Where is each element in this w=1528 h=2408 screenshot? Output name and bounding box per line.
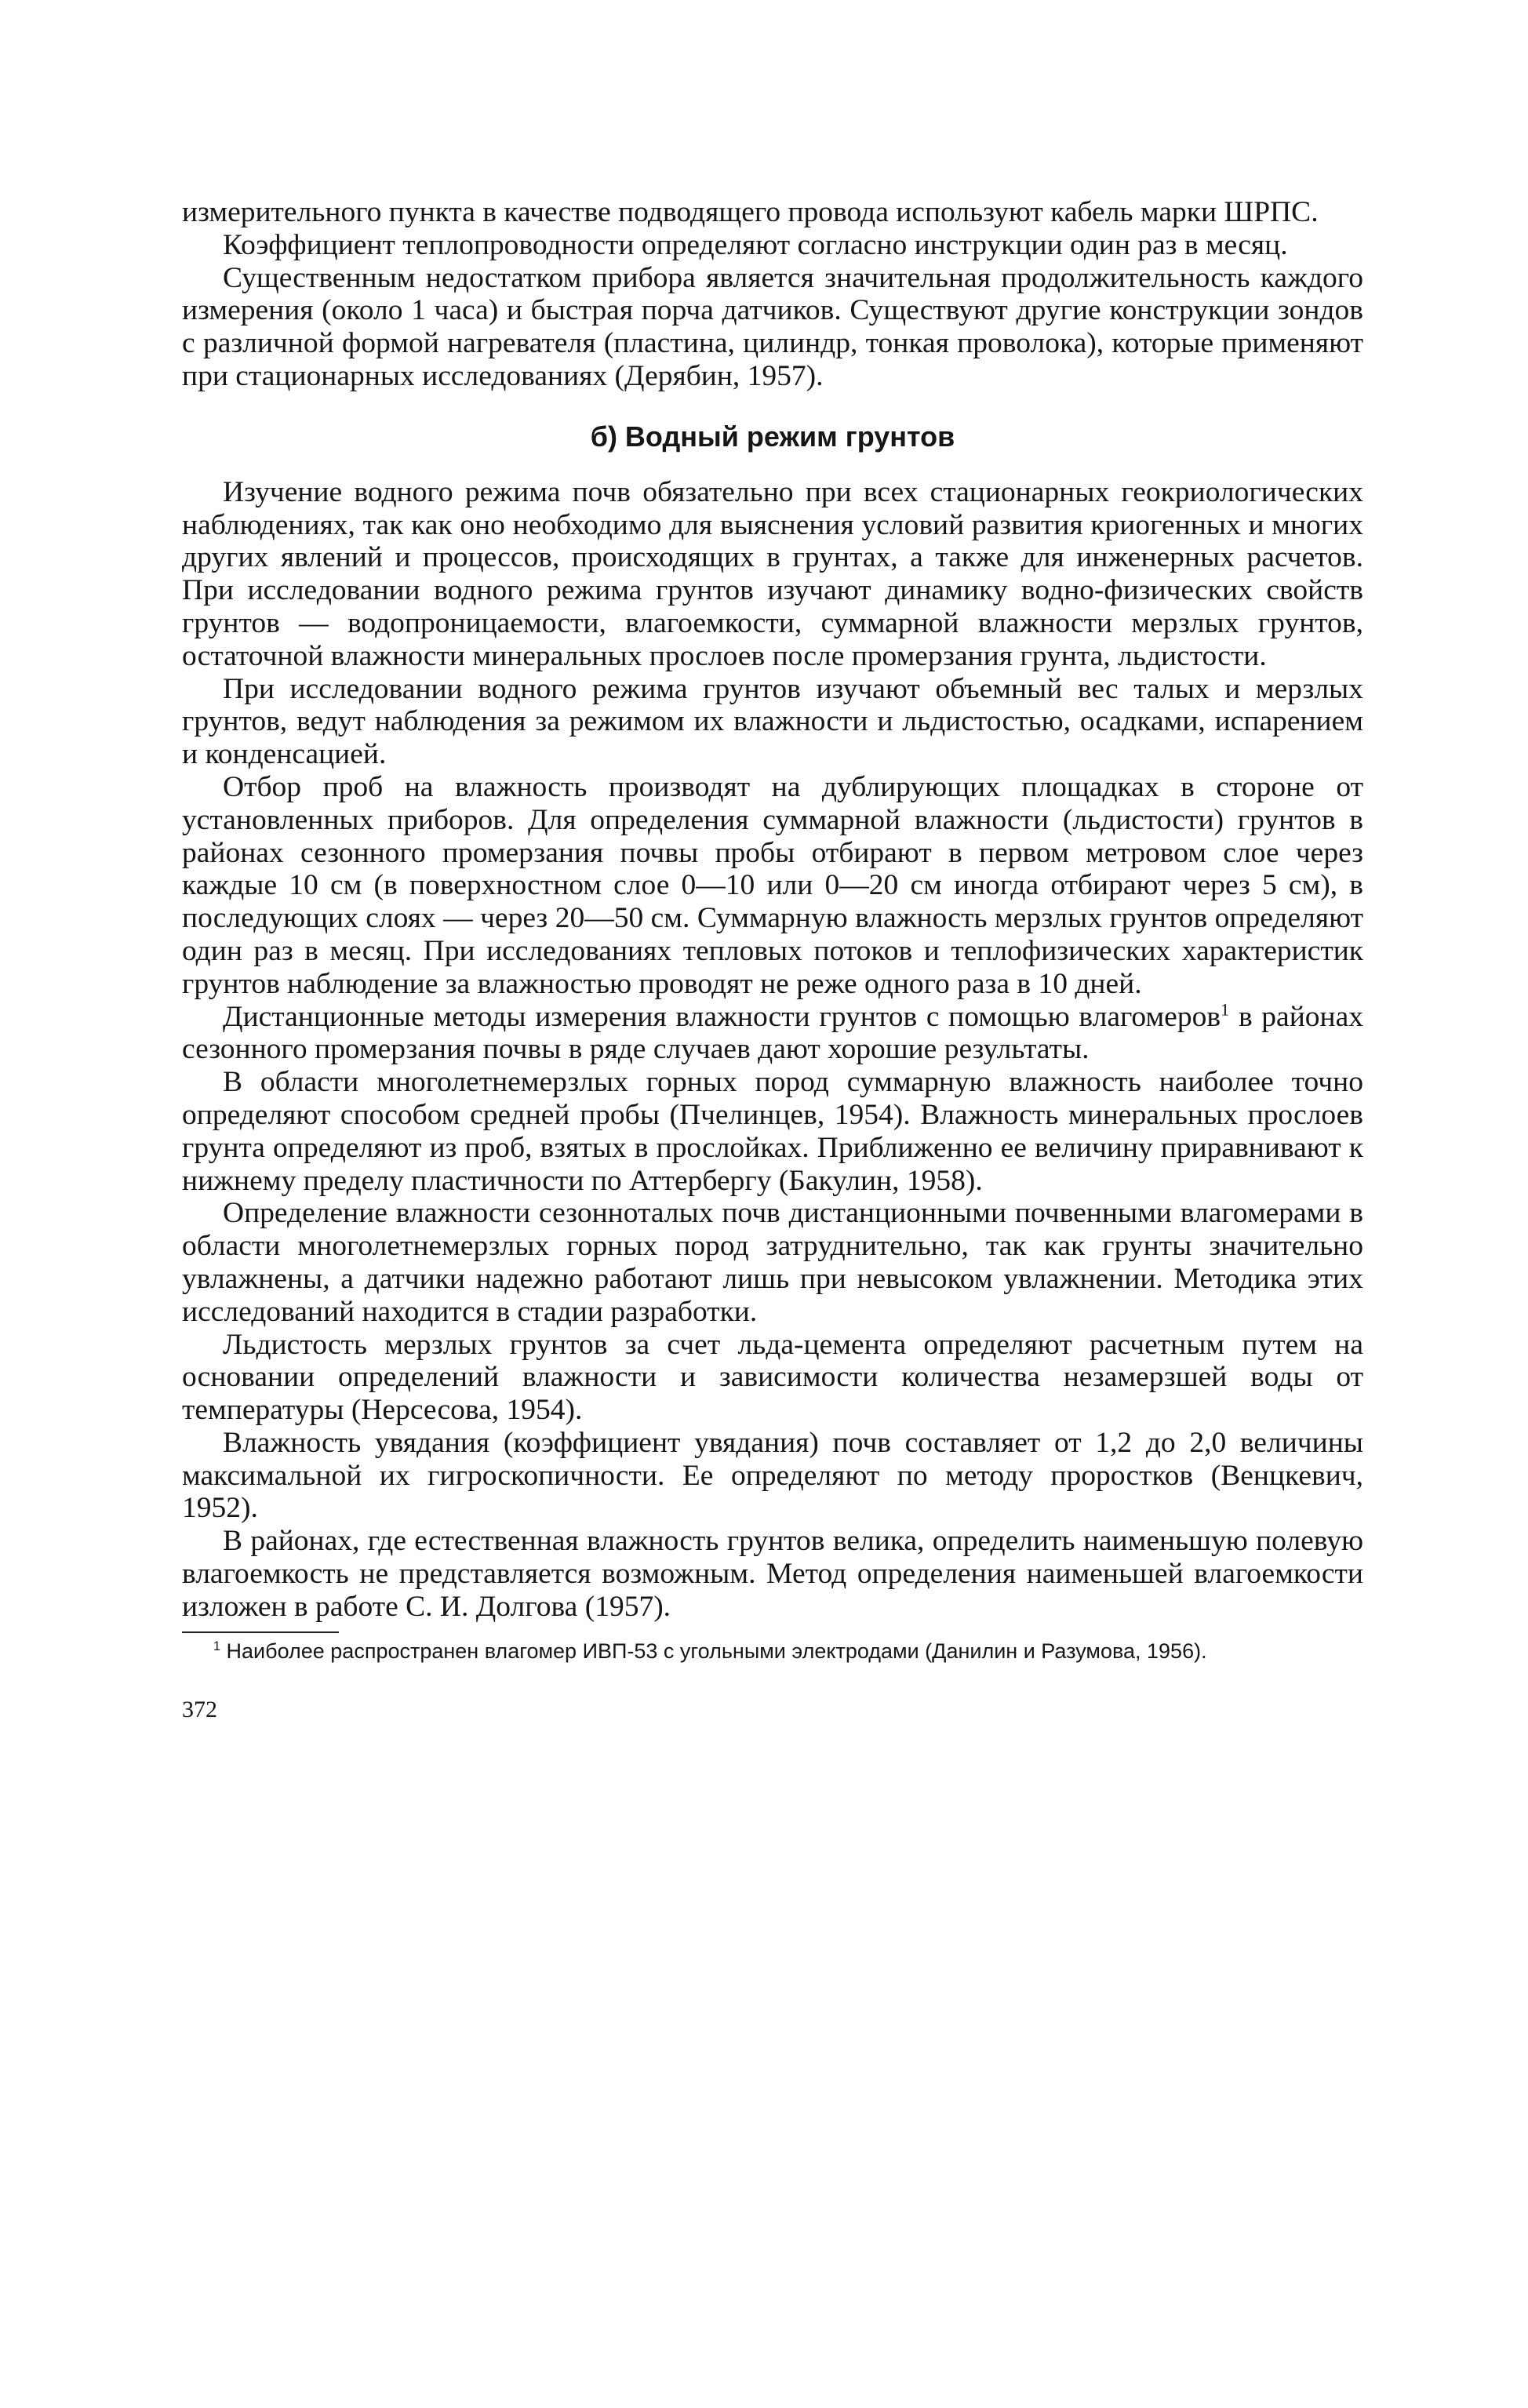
paragraph-remote-methods [182, 1001, 1363, 1067]
footnote [182, 1638, 1363, 1664]
paragraph-field-capacity: В районах, где естественная влажность грунтов велика, определить наименьшую полевую влагоемкость не представляется возможным. Метод определения наименьшей влагоемкости изложен в работе С. И. Долгова (1957). [182, 1525, 1363, 1623]
section-heading: б) Водный режим грунтов [590, 420, 955, 453]
footnote-mark: 1 [213, 1639, 221, 1653]
page-number: 372 [182, 1696, 217, 1722]
paragraph-conductivity: Коэффициент теплопроводности определяют согласно инструкции один раз в месяц. [223, 228, 1288, 261]
paragraph-ice-content: Льдистость мерзлых грунтов за счет льда-цемента определяют расчетным путем на основании определений влажности и зависимости количества незамерзшей воды от температуры (Нерсесова, 1954). [182, 1328, 1363, 1427]
footnote-text: Наиболее распространен влагомер ИВП-53 с угольными электродами (Данилин и Разумова, 1956). [220, 1639, 1207, 1663]
paragraph-cable: измерительного пункта в качестве подводящего провода используют кабель марки ШРПС. [182, 196, 1319, 228]
remote-methods-text-start: Дистанционные методы измерения влажности грунтов с помощью влагомеров [223, 1000, 1221, 1033]
paragraph-seasonal-thaw: Определение влажности сезонноталых почв дистанционными почвенными влагомерами в области многолетнемерзлых горных пород затруднительно, так как грунты значительно увлажнены, а датчики надежно работают лишь при невысоком увлажнении. Методика этих исследований находится в стадии разработки. [182, 1197, 1363, 1328]
page-content [182, 196, 1363, 1724]
paragraph-water-regime: Изучение водного режима почв обязательно при всех стационарных геокриологических наблюдениях, так как оно необходимо для выяснения условий развития криогенных и многих других явлений и процессов, происходящих в грунтах, а также для инженерных расчетов. При исследовании водного режима грунтов изучают динамику водно-физических свойств грунтов — водопроницаемости, влагоемкости, суммарной влажности мерзлых грунтов, остаточной влажности минеральных прослоев после промерзания грунта, льдистости. [182, 475, 1363, 672]
paragraph-sampling: Отбор проб на влажность производят на дублирующих площадках в стороне от установленных приборов. Для определения суммарной влажности (льдистости) грунтов в районах сезонного промерзания почвы пробы отбирают в первом метровом слое через каждые 10 см (в поверхностном слое 0—10 или 0—20 см иногда отбирают через 5 см), в последующих слоях — через 20—50 см. Суммарную влажность мерзлых грунтов определяют один раз в месяц. При исследованиях тепловых потоков и теплофизических характеристик грунтов наблюдение за влажностью проводят не реже одного раза в 10 дней. [182, 770, 1363, 1000]
paragraph-device-drawback: Существенным недостатком прибора является значительная продолжительность каждого измерения (около 1 часа) и быстрая порча датчиков. Существуют другие конструкции зондов с различной формой нагревателя (пластина, цилиндр, тонкая проволока), которые применяют при стационарных исследованиях (Дерябин, 1957). [182, 261, 1363, 392]
footnote-reference-mark: 1 [1221, 999, 1230, 1020]
paragraph-wilting: Влажность увядания (коэффициент увядания) почв составляет от 1,2 до 2,0 величины максимальной их гигроскопичности. Ее определяют по методу проростков (Венцкевич, 1952). [182, 1426, 1363, 1525]
footnote-divider [182, 1631, 339, 1633]
paragraph-volume-weight: При исследовании водного режима грунтов изучают объемный вес талых и мерзлых грунтов, ведут наблюдения за режимом их влажности и льдистостью, осадками, испарением и конденсацией. [182, 672, 1363, 771]
remote-methods-text-end: в районах сезонного промерзания почвы в ряде случаев дают хорошие результаты. [182, 1000, 1363, 1066]
paragraph-permafrost-moisture: В области многолетнемерзлых горных пород суммарную влажность наиболее точно определяют способом средней пробы (Пчелинцев, 1954). Влажность минеральных прослоев грунта определяют из проб, взятых в прослойках. Приближенно ее величину приравнивают к нижнему пределу пластичности по Аттербергу (Бакулин, 1958). [182, 1066, 1363, 1197]
